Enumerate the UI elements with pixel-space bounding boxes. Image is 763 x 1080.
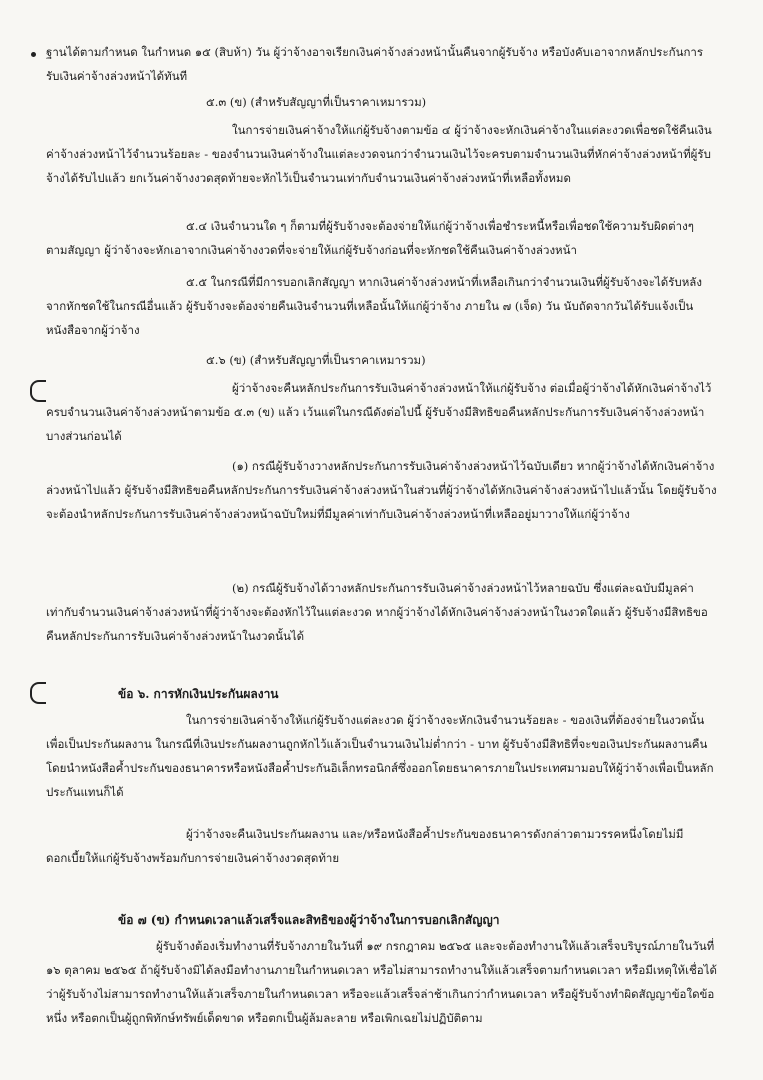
paragraph-12: ผู้ว่าจ้างจะคืนเงินประกันผลงาน และ/หรือหนังสือค้ำประกันของธนาคารดังกล่าวตามวรรคหนึ่งโดยไม่มีดอกเบี้ยให้แก่ผู้รับจ้างพร้อมกับการจ่ายเงินค่าจ้างงวดสุดท้าย <box>46 827 684 865</box>
paragraph-2: ๕.๓ (ข) (สำหรับสัญญาที่เป็นราคาเหมารวม) <box>206 95 427 109</box>
section-6-heading: ข้อ ๖. การหักเงินประกันผลงาน <box>118 687 279 701</box>
section-7-heading: ข้อ ๗ (ข) กำหนดเวลาแล้วเสร็จและสิทธิของผู้ว่าจ้างในการบอกเลิกสัญญา <box>118 913 500 927</box>
paragraph-4: ๕.๔ เงินจำนวนใด ๆ ก็ตามที่ผู้รับจ้างจะต้องจ่ายให้แก่ผู้ว่าจ้างเพื่อชำระหนี้หรือเพื่อชดใช้ความรับผิดต่างๆ ตามสัญญา ผู้ว่าจ้างจะหักเอาจากเงินค่าจ้างงวดที่จะจ่ายให้แก่ผู้รับจ้างก่อนที่จะหักชดใช้คืนเงินค่าจ้างล่วงหน้า <box>46 219 694 257</box>
paragraph-6: ๕.๖ (ข) (สำหรับสัญญาที่เป็นราคาเหมารวม) <box>206 353 426 367</box>
paragraph-9: (๒) กรณีผู้รับจ้างได้วางหลักประกันการรับเงินค่าจ้างล่วงหน้าไว้หลายฉบับ ซึ่งแต่ละฉบับมีมูลค่าเท่ากับจำนวนเงินค่าจ้างล่วงหน้าที่ผู้ว่าจ้างจะต้องหักไว้ในแต่ละงวด หากผู้ว่าจ้างได้หักเงินค่าจ้างล่วงหน้าในงวดใดแล้ว ผู้รับจ้างมีสิทธิขอคืนหลักประกันการรับเงินค่าจ้างล่วงหน้าในงวดนั้นได้ <box>46 581 708 643</box>
hole-punch-mark <box>30 380 46 402</box>
paragraph-3: ในการจ่ายเงินค่าจ้างให้แก่ผู้รับจ้างตามข้อ ๔ ผู้ว่าจ้างจะหักเงินค่าจ้างในแต่ละงวดเพื่อชดใช้คืนเงินค่าจ้างล่วงหน้าไว้จำนวนร้อยละ - ของจำนวนเงินค่าจ้างในแต่ละงวดจนกว่าจำนวนเงินไว้จะครบตามจำนวนเงินที่หักค่าจ้างล่วงหน้าที่ผู้รับจ้างได้รับไปแล้ว ยกเว้นค่าจ้างงวดสุดท้ายจะหักไว้เป็นจำนวนเท่ากับจำนวนเงินค่าจ้างล่วงหน้าที่เหลือทั้งหมด <box>46 123 712 185</box>
hole-punch-mark <box>30 682 46 704</box>
paragraph-5: ๕.๕ ในกรณีที่มีการบอกเลิกสัญญา หากเงินค่าจ้างล่วงหน้าที่เหลือเกินกว่าจำนวนเงินที่ผู้รับจ้างจะได้รับหลังจากหักชดใช้ในกรณีอื่นแล้ว ผู้รับจ้างจะต้องจ่ายคืนเงินจำนวนที่เหลือนั้นให้แก่ผู้ว่าจ้าง ภายใน ๗ (เจ็ด) วัน นับถัดจากวันได้รับแจ้งเป็นหนังสือจากผู้ว่าจ้าง <box>46 275 702 337</box>
paragraph-7: ผู้ว่าจ้างจะคืนหลักประกันการรับเงินค่าจ้างล่วงหน้าให้แก่ผู้รับจ้าง ต่อเมื่อผู้ว่าจ้างได้หักเงินค่าจ้างไว้ครบจำนวนเงินค่าจ้างล่วงหน้าตามข้อ ๕.๓ (ข) แล้ว เว้นแต่ในกรณีดังต่อไปนี้ ผู้รับจ้างมีสิทธิขอคืนหลักประกันการรับเงินค่าจ้างล่วงหน้าบางส่วนก่อนได้ <box>46 381 712 443</box>
bullet-mark <box>31 52 36 57</box>
paragraph-11: ในการจ่ายเงินค่าจ้างให้แก่ผู้รับจ้างแต่ละงวด ผู้ว่าจ้างจะหักเงินจำนวนร้อยละ - ของเงินที่ต้องจ่ายในงวดนั้นเพื่อเป็นประกันผลงาน ในกรณีที่เงินประกันผลงานถูกหักไว้แล้วเป็นจำนวนเงินไม่ต่ำกว่า - บาท ผู้รับจ้างมีสิทธิที่จะขอเงินประกันผลงานคืน โดยนำหนังสือค้ำประกันของธนาคารหรือหนังสือค้ำประกันอิเล็กทรอนิกส์ซึ่งออกโดยธนาคารภายในประเทศมามอบให้ผู้ว่าจ้างเพื่อเป็นหลักประกันแทนก็ได้ <box>46 713 714 799</box>
paragraph-14: ผู้รับจ้างต้องเริ่มทำงานที่รับจ้างภายในวันที่ ๑๙ กรกฎาคม ๒๕๖๕ และจะต้องทำงานให้แล้วเสร็จบริบูรณ์ภายในวันที่ ๑๖ ตุลาคม ๒๕๖๕ ถ้าผู้รับจ้างมิได้ลงมือทำงานภายในกำหนดเวลา หรือไม่สามารถทำงานให้แล้วเสร็จตามกำหนดเวลา หรือมีเหตุให้เชื่อได้ว่าผู้รับจ้างไม่สามารถทำงานให้แล้วเสร็จภายในกำหนดเวลา หรือจะแล้วเสร็จล่าช้าเกินกว่ากำหนดเวลา หรือผู้รับจ้างทำผิดสัญญาข้อใดข้อหนึ่ง หรือตกเป็นผู้ถูกพิทักษ์ทรัพย์เด็ดขาด หรือตกเป็นผู้ล้มละลาย หรือเพิกเฉยไม่ปฏิบัติตาม <box>46 939 717 1025</box>
paragraph-8: (๑) กรณีผู้รับจ้างวางหลักประกันการรับเงินค่าจ้างล่วงหน้าไว้ฉบับเดียว หากผู้ว่าจ้างได้หักเงินค่าจ้างล่วงหน้าไปแล้ว ผู้รับจ้างมีสิทธิขอคืนหลักประกันการรับเงินค่าจ้างล่วงหน้าในส่วนที่ผู้ว่าจ้างได้หักเงินค่าจ้างล่วงหน้าไปแล้วนั้น โดยผู้รับจ้างจะต้องนำหลักประกันการรับเงินค่าจ้างล่วงหน้าฉบับใหม่ที่มีมูลค่าเท่ากับเงินค่าจ้างล่วงหน้าที่เหลืออยู่มาวางให้แก่ผู้ว่าจ้าง <box>46 459 717 521</box>
paragraph-1: ฐานได้ตามกำหนด ในกำหนด ๑๕ (สิบห้า) วัน ผู้ว่าจ้างอาจเรียกเงินค่าจ้างล่วงหน้านั้นคืนจากผู้รับจ้าง หรือบังคับเอาจากหลักประกันการรับเงินค่าจ้างล่วงหน้าได้ทันที <box>46 45 704 83</box>
